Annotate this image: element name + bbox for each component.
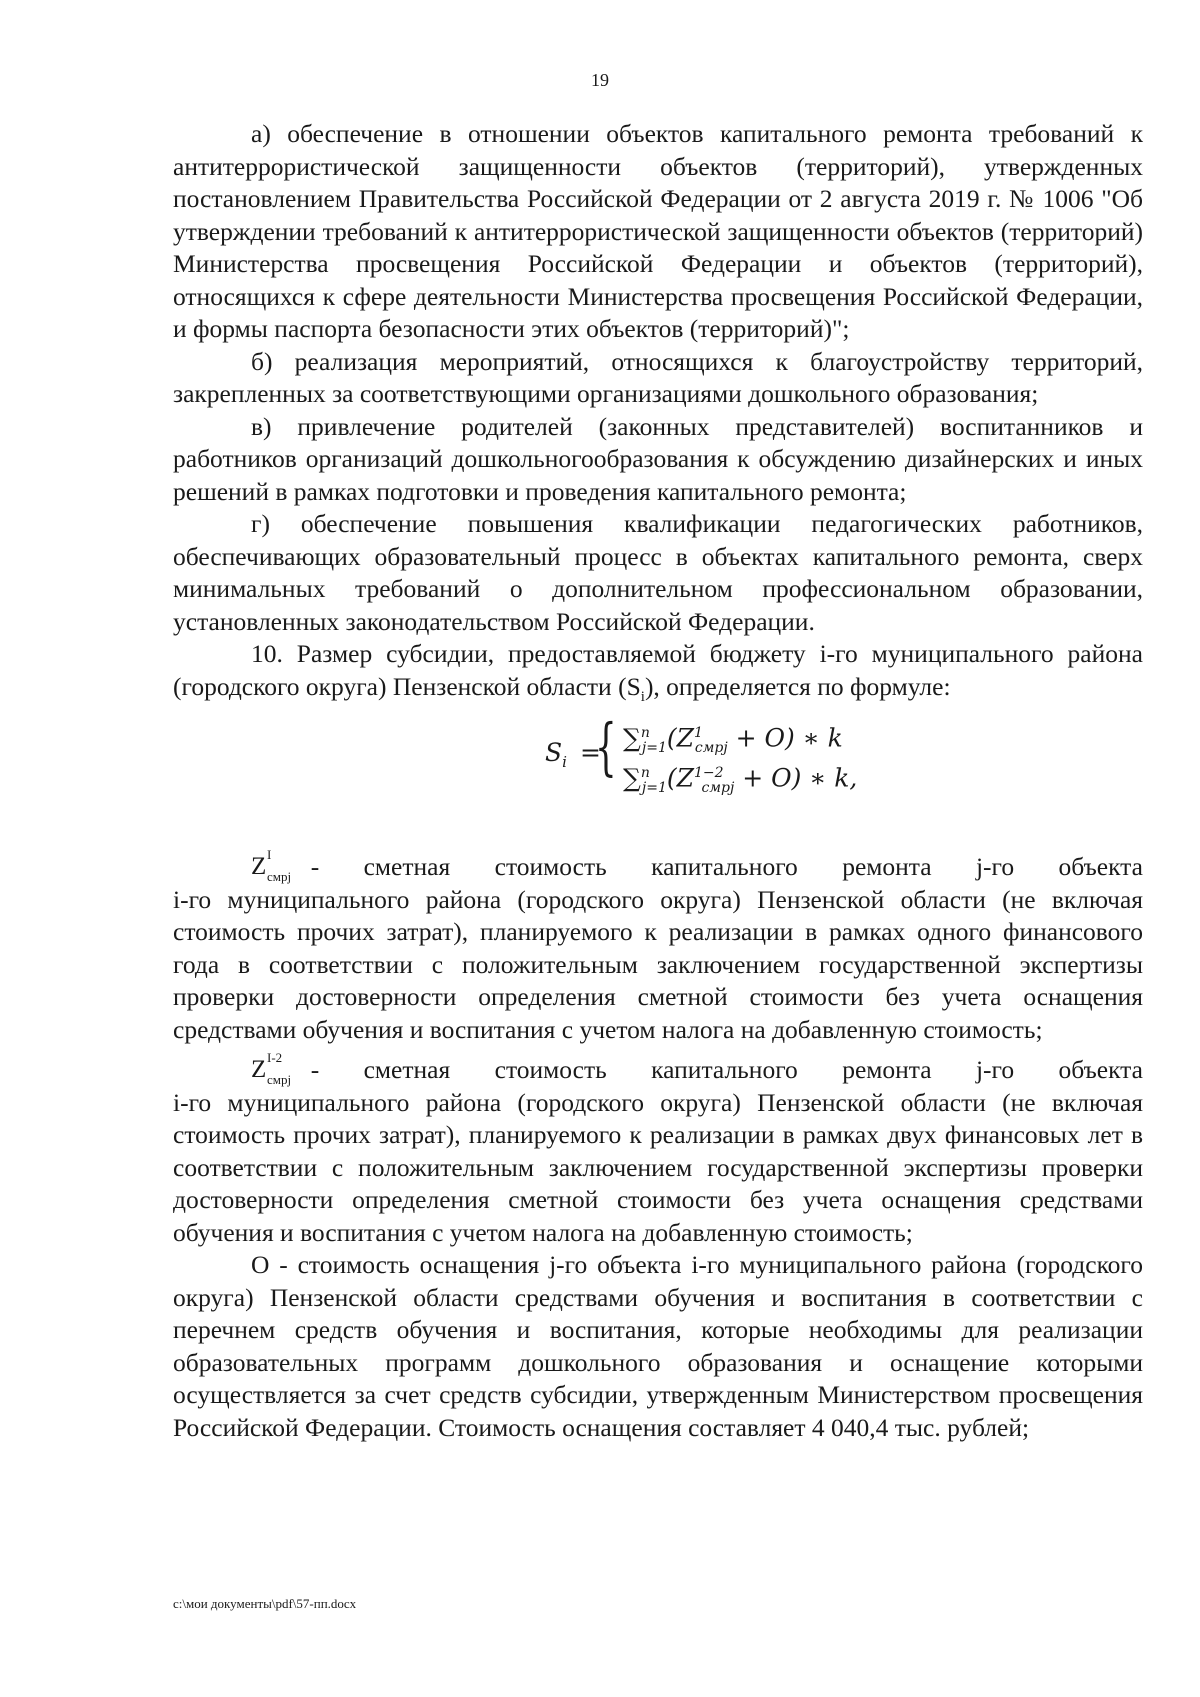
formula-lhs: $S_i$ [545,738,567,772]
page-number: 19 [591,70,609,90]
z12-word: j-го [975,1055,1015,1085]
z12-word: объекта [1058,1055,1143,1085]
z12-word: капитального [651,1055,798,1085]
z12-word: стоимость [494,1055,607,1085]
formula-line-1: $\sum^n_{j=1}(Z^1_{смрj} + O)$ ∗ k [623,723,843,757]
formula-brace: { [595,710,617,784]
z1-word: объекта [1058,852,1143,882]
formula-line-2: $\sum^n_{j=1}(Z^{1-2}_{смрj} + O)$ ∗ k, [623,763,858,797]
formula-equals: = [580,738,601,768]
definition-z1-first-line [173,847,1143,885]
definition-z1-text: i-го муниципального района (городского округа) Пензенской области (не включая стоимость прочих затрат), планируемого к реализации в рамках одного финансового года в соответствии с положительным заключением государственной экспертизы проверки достоверности определения сметной стоимости без учета оснащения средствами обучения и воспитания с учетом налога на добавленную стоимость; [173,884,1143,1044]
z1-word: капитального [651,852,798,882]
paragraph-a: а) обеспечение в отношении объектов капитального ремонта требований к антитеррористической защищенности объектов (территорий), утвержденных постановлением Правительства Российской Федерации от 2 августа 2019 г. № 1006 "Об утверждении требований к антитеррористической защищенности объектов (территорий) Министерства просвещения Российской Федерации и объектов (территорий), относящихся к сфере деятельности Министерства просвещения Российской Федерации, и формы паспорта безопасности этих объектов (территорий)"; [173,119,1143,343]
document-body [173,118,1143,1444]
z1-word: сметная [363,852,451,882]
z1-word: стоимость [494,852,607,882]
z1-word: j-го [975,852,1015,882]
definition-z12-text: i-го муниципального района (городского округа) Пензенской области (не включая стоимость прочих затрат), планируемого к реализации в рамках двух финансовых лет в соответствии с положительным заключением государственной экспертизы проверки достоверности определения сметной стоимости без учета оснащения средствами обучения и воспитания с учетом налога на добавленную стоимость; [173,1087,1143,1247]
z12-word: - [310,1055,320,1085]
spacer [173,799,1143,851]
subsidy-formula [173,710,1143,799]
paragraph-b: б) реализация мероприятий, относящихся к благоустройству территорий, закрепленных за соответствующими организациями дошкольного образования; [173,346,1143,408]
paragraph-10 [173,638,1143,713]
z12-word: сметная [363,1055,451,1085]
definition-z12-first-line [173,1050,1143,1088]
paragraph-g: г) обеспечение повышения квалификации педагогических работников, обеспечивающих образовательный процесс в объектах капитального ремонта, сверх минимальных требований о дополнительном профессиональном образовании, установленных законодательством Российской Федерации. [173,509,1143,636]
file-path-footer: c:\мои документы\pdf\57-пп.docx [173,1596,357,1611]
paragraph-10-text: 10. Размер субсидии, предоставляемой бюджету i-го муниципального района (городского округа) Пензенской области (S [173,639,1143,701]
z12-word: ремонта [842,1055,932,1085]
paragraph-v: в) привлечение родителей (законных представителей) воспитанников и работников организаций дошкольногообразования к обсуждению дизайнерских и иных решений в рамках подготовки и проведения капитального ремонта; [173,411,1143,506]
z1-symbol: Z I смрj [251,847,292,885]
paragraph-10-tail: ), определяется по формуле: [644,671,951,701]
definition-o: О - стоимость оснащения j-го объекта i-го муниципального района (городского округа) Пензенской области средствами обучения и воспитания в соответствии с перечнем средств обучения и воспитания, которые необходимы для реализации образовательных программ дошкольного образования и оснащение которыми осуществляется за счет средств субсидии, утвержденным Министерством просвещения Российской Федерации. Стоимость оснащения составляет 4 040,4 тыс. рублей; [173,1250,1143,1442]
z1-word: - [310,852,320,882]
z1-word: ремонта [842,852,932,882]
paragraph-10-sub: i [640,688,645,705]
z12-symbol: Z I-2 смрj [251,1050,292,1088]
